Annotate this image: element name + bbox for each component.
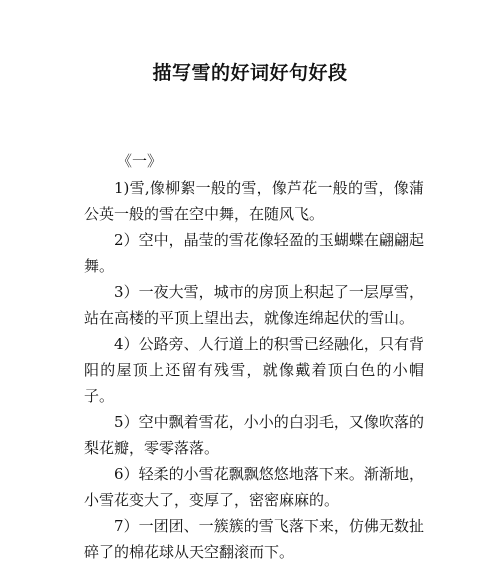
paragraph-6: 6）轻柔的小雪花飘飘悠悠地落下来。渐渐地，小雪花变大了，变厚了，密密麻麻的。 bbox=[84, 465, 424, 509]
paragraph-2: 2）空中，晶莹的雪花像轻盈的玉蝴蝶在翩翩起舞。 bbox=[84, 231, 424, 275]
section-label: 《一》 bbox=[117, 152, 163, 170]
paragraph-3: 3）一夜大雪，城市的房顶上积起了一层厚雪，站在高楼的平顶上望出去，就像连绵起伏的雪山。 bbox=[84, 283, 424, 327]
page-title: 描写雪的好词好句好段 bbox=[152, 62, 348, 84]
paragraph-4: 4）公路旁、人行道上的积雪已经融化，只有背阳的屋顶上还留有残雪，就像戴着顶白色的小帽子。 bbox=[84, 335, 424, 405]
paragraph-5: 5）空中飘着雪花，小小的白羽毛，又像吹落的梨花瓣，零零落落。 bbox=[84, 413, 424, 457]
document-body bbox=[84, 175, 424, 565]
paragraph-1: 1)雪,像柳絮一般的雪，像芦花一般的雪，像蒲公英一般的雪在空中舞，在随风飞。 bbox=[84, 179, 424, 223]
paragraph-7: 7）一团团、一簇簇的雪飞落下来，仿佛无数扯碎了的棉花球从天空翻滚而下。 bbox=[84, 517, 424, 561]
